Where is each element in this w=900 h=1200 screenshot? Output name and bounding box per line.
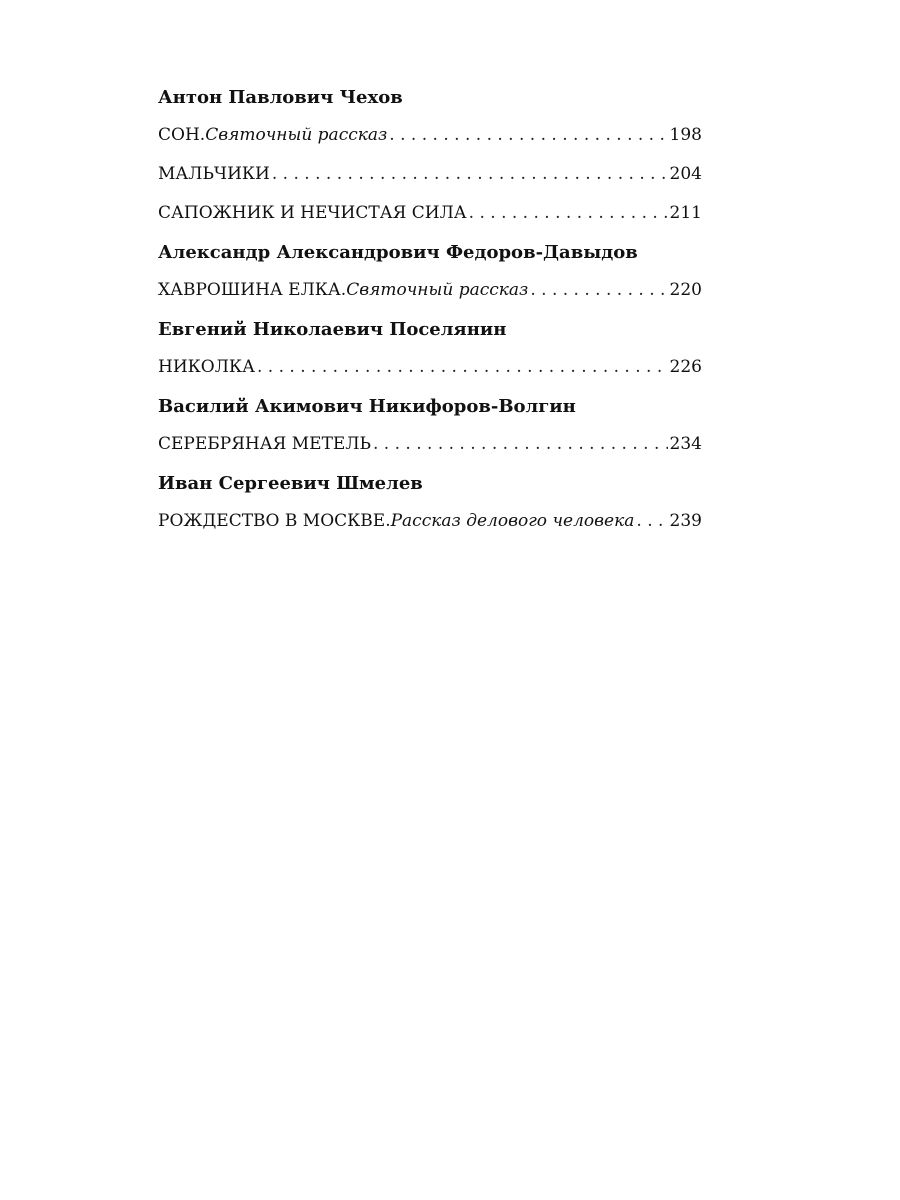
entry-title: СЕРЕБРЯНАЯ МЕТЕЛЬ [158,434,371,454]
toc-section-chekhov [158,84,702,226]
toc-entry[interactable] [158,508,702,534]
author-heading: Евгений Николаевич Поселянин [158,319,507,340]
entry-title: СОН. [158,125,206,145]
entry-page-number: 211 [669,203,702,223]
entry-page-number: 239 [669,511,702,531]
entry-page-number: 226 [669,357,702,377]
toc-section-fedorov-davydov [158,239,702,303]
dot-leader [272,161,668,187]
dot-leader [530,277,667,303]
entry-title: ХАВРОШИНА ЕЛКА. [158,280,347,300]
entry-page-number: 234 [669,434,702,454]
toc-entry[interactable] [158,277,702,303]
entry-page-number: 204 [669,164,702,184]
dot-leader [389,122,667,148]
author-heading: Василий Акимович Никифоров-Волгин [158,396,576,417]
toc-section-shmelev [158,470,702,534]
author-heading: Иван Сергеевич Шмелев [158,473,423,494]
entry-title: САПОЖНИК И НЕЧИСТАЯ СИЛА [158,203,467,223]
table-of-contents [158,84,702,547]
toc-entry[interactable] [158,161,702,187]
entry-page-number: 198 [669,125,702,145]
author-heading: Антон Павлович Чехов [158,87,403,108]
author-heading: Александр Александрович Федоров-Давыдов [158,242,638,263]
entry-title: РОЖДЕСТВО В МОСКВЕ. [158,511,391,531]
dot-leader [373,431,668,457]
entry-page-number: 220 [669,280,702,300]
toc-section-poselyanin [158,316,702,380]
entry-title: НИКОЛКА [158,357,255,377]
toc-entry[interactable] [158,354,702,380]
dot-leader [636,508,667,534]
entry-subtitle: Святочный рассказ [346,280,529,300]
toc-section-nikiforov-volgin [158,393,702,457]
toc-entry[interactable] [158,122,702,148]
entry-subtitle: Рассказ делового человека [390,511,635,531]
dot-leader [257,354,668,380]
entry-subtitle: Святочный рассказ [205,125,388,145]
dot-leader [469,200,668,226]
toc-entry[interactable] [158,200,702,226]
entry-title: МАЛЬЧИКИ [158,164,270,184]
toc-entry[interactable] [158,431,702,457]
